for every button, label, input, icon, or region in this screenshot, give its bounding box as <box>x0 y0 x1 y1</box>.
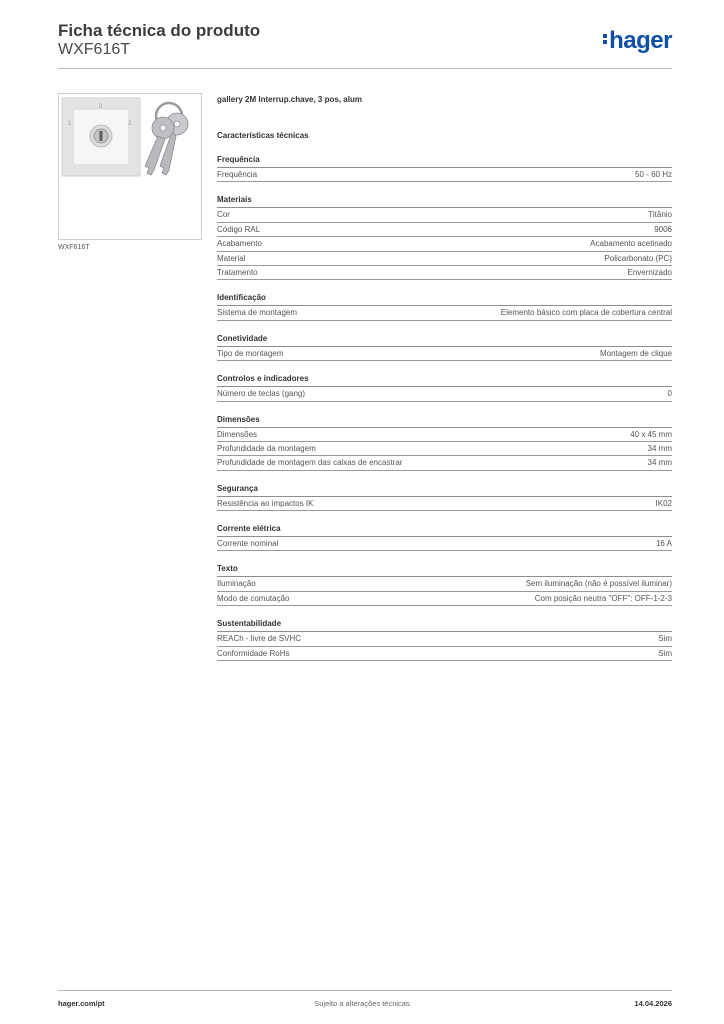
spec-value: Titânio <box>648 210 672 220</box>
product-image <box>58 93 202 240</box>
spec-label: Acabamento <box>217 239 262 249</box>
group-title: Controlos e indicadores <box>217 373 672 387</box>
spec-row <box>217 577 672 591</box>
key-switch-illustration <box>59 94 201 239</box>
hager-logo <box>603 27 672 55</box>
spec-row <box>217 223 672 237</box>
spec-row <box>217 266 672 280</box>
spec-label: Corrente nominal <box>217 539 279 549</box>
image-caption: WXF616T <box>58 244 90 251</box>
spec-value: 34 mm <box>647 443 672 453</box>
spec-row <box>217 537 672 551</box>
spec-label: Dimensões <box>217 429 258 439</box>
footer-date: 14.04.2026 <box>634 999 672 1008</box>
group-title: Frequência <box>217 154 672 168</box>
spec-row <box>217 347 672 361</box>
spec-value: Elemento básico com placa de cobertura central <box>500 308 672 318</box>
spec-label: Modo de comutação <box>217 593 290 603</box>
group-title: Segurança <box>217 483 672 497</box>
section-title: Características técnicas <box>217 131 309 140</box>
spec-value: 0 <box>667 389 672 399</box>
group-title: Conetividade <box>217 333 672 347</box>
spec-row <box>217 497 672 511</box>
spec-label: REACh - livre de SVHC <box>217 634 302 644</box>
spec-label: Resistência ao impactos IK <box>217 498 314 508</box>
spec-label: Profundidade da montagem <box>217 443 316 453</box>
spec-row <box>217 456 672 470</box>
spec-row <box>217 632 672 646</box>
product-code: WXF616T <box>58 41 131 58</box>
spec-label: Cor <box>217 210 230 220</box>
spec-row <box>217 237 672 251</box>
dial-label-2: 2 <box>128 121 132 127</box>
spec-label: Profundidade de montagem das caixas de encastrar <box>217 458 403 468</box>
spec-value: Com posição neutra "OFF": OFF-1-2-3 <box>534 593 672 603</box>
spec-value: 9006 <box>654 224 672 234</box>
spec-content <box>217 93 672 661</box>
group-title: Identificação <box>217 292 672 306</box>
spec-value: Sim <box>658 634 672 644</box>
footer-note: Sujeito a alterações técnicas <box>314 999 410 1008</box>
spec-label: Conformidade RoHs <box>217 648 290 658</box>
spec-value: 16 A <box>655 539 672 549</box>
spec-row <box>217 647 672 661</box>
spec-label: Sistema de montagem <box>217 308 298 318</box>
group-title: Texto <box>217 563 672 577</box>
spec-label: Tipo de montagem <box>217 348 284 358</box>
spec-label: Frequência <box>217 170 258 179</box>
group-title: Corrente elétrica <box>217 523 672 537</box>
spec-label: Código RAL <box>217 224 261 234</box>
spec-row <box>217 428 672 442</box>
footer-website: hager.com/pt <box>58 999 105 1008</box>
spec-label: Material <box>217 253 246 263</box>
logo-dots-icon <box>603 32 607 46</box>
spec-row <box>217 387 672 401</box>
spec-row <box>217 306 672 320</box>
spec-row <box>217 592 672 606</box>
logo-text: hager <box>609 27 672 54</box>
spec-groups <box>217 154 672 661</box>
spec-row <box>217 168 672 182</box>
spec-row <box>217 442 672 456</box>
spec-value: Sim <box>658 648 672 658</box>
document-title: Ficha técnica do produto <box>58 21 261 40</box>
spec-label: Número de teclas (gang) <box>217 389 306 399</box>
spec-label: Iluminação <box>217 579 256 589</box>
group-title: Sustentabilidade <box>217 618 672 632</box>
spec-value: Montagem de clique <box>599 348 672 358</box>
spec-value: Acabamento acetinado <box>590 239 672 249</box>
spec-row <box>217 252 672 266</box>
spec-value: Policarbonato (PC) <box>604 253 672 263</box>
spec-value: 34 mm <box>647 458 672 468</box>
group-title: Dimensões <box>217 414 672 428</box>
dial-label-1: 1 <box>68 121 72 127</box>
group-title: Materiais <box>217 194 672 208</box>
footer-divider <box>58 990 672 991</box>
spec-value: Sem iluminação (não é possível iluminar) <box>525 579 672 589</box>
page-header <box>58 20 672 69</box>
spec-row <box>217 208 672 222</box>
spec-value: Envernizado <box>627 267 672 277</box>
dial-label-0: 0 <box>99 104 103 110</box>
spec-value: IK02 <box>655 498 672 508</box>
spec-label: Tratamento <box>217 267 258 277</box>
spec-value: 40 x 45 mm <box>630 429 672 439</box>
spec-value: 50 - 60 Hz <box>635 170 672 179</box>
product-name: gallery 2M Interrup.chave, 3 pos, alum <box>217 95 362 104</box>
